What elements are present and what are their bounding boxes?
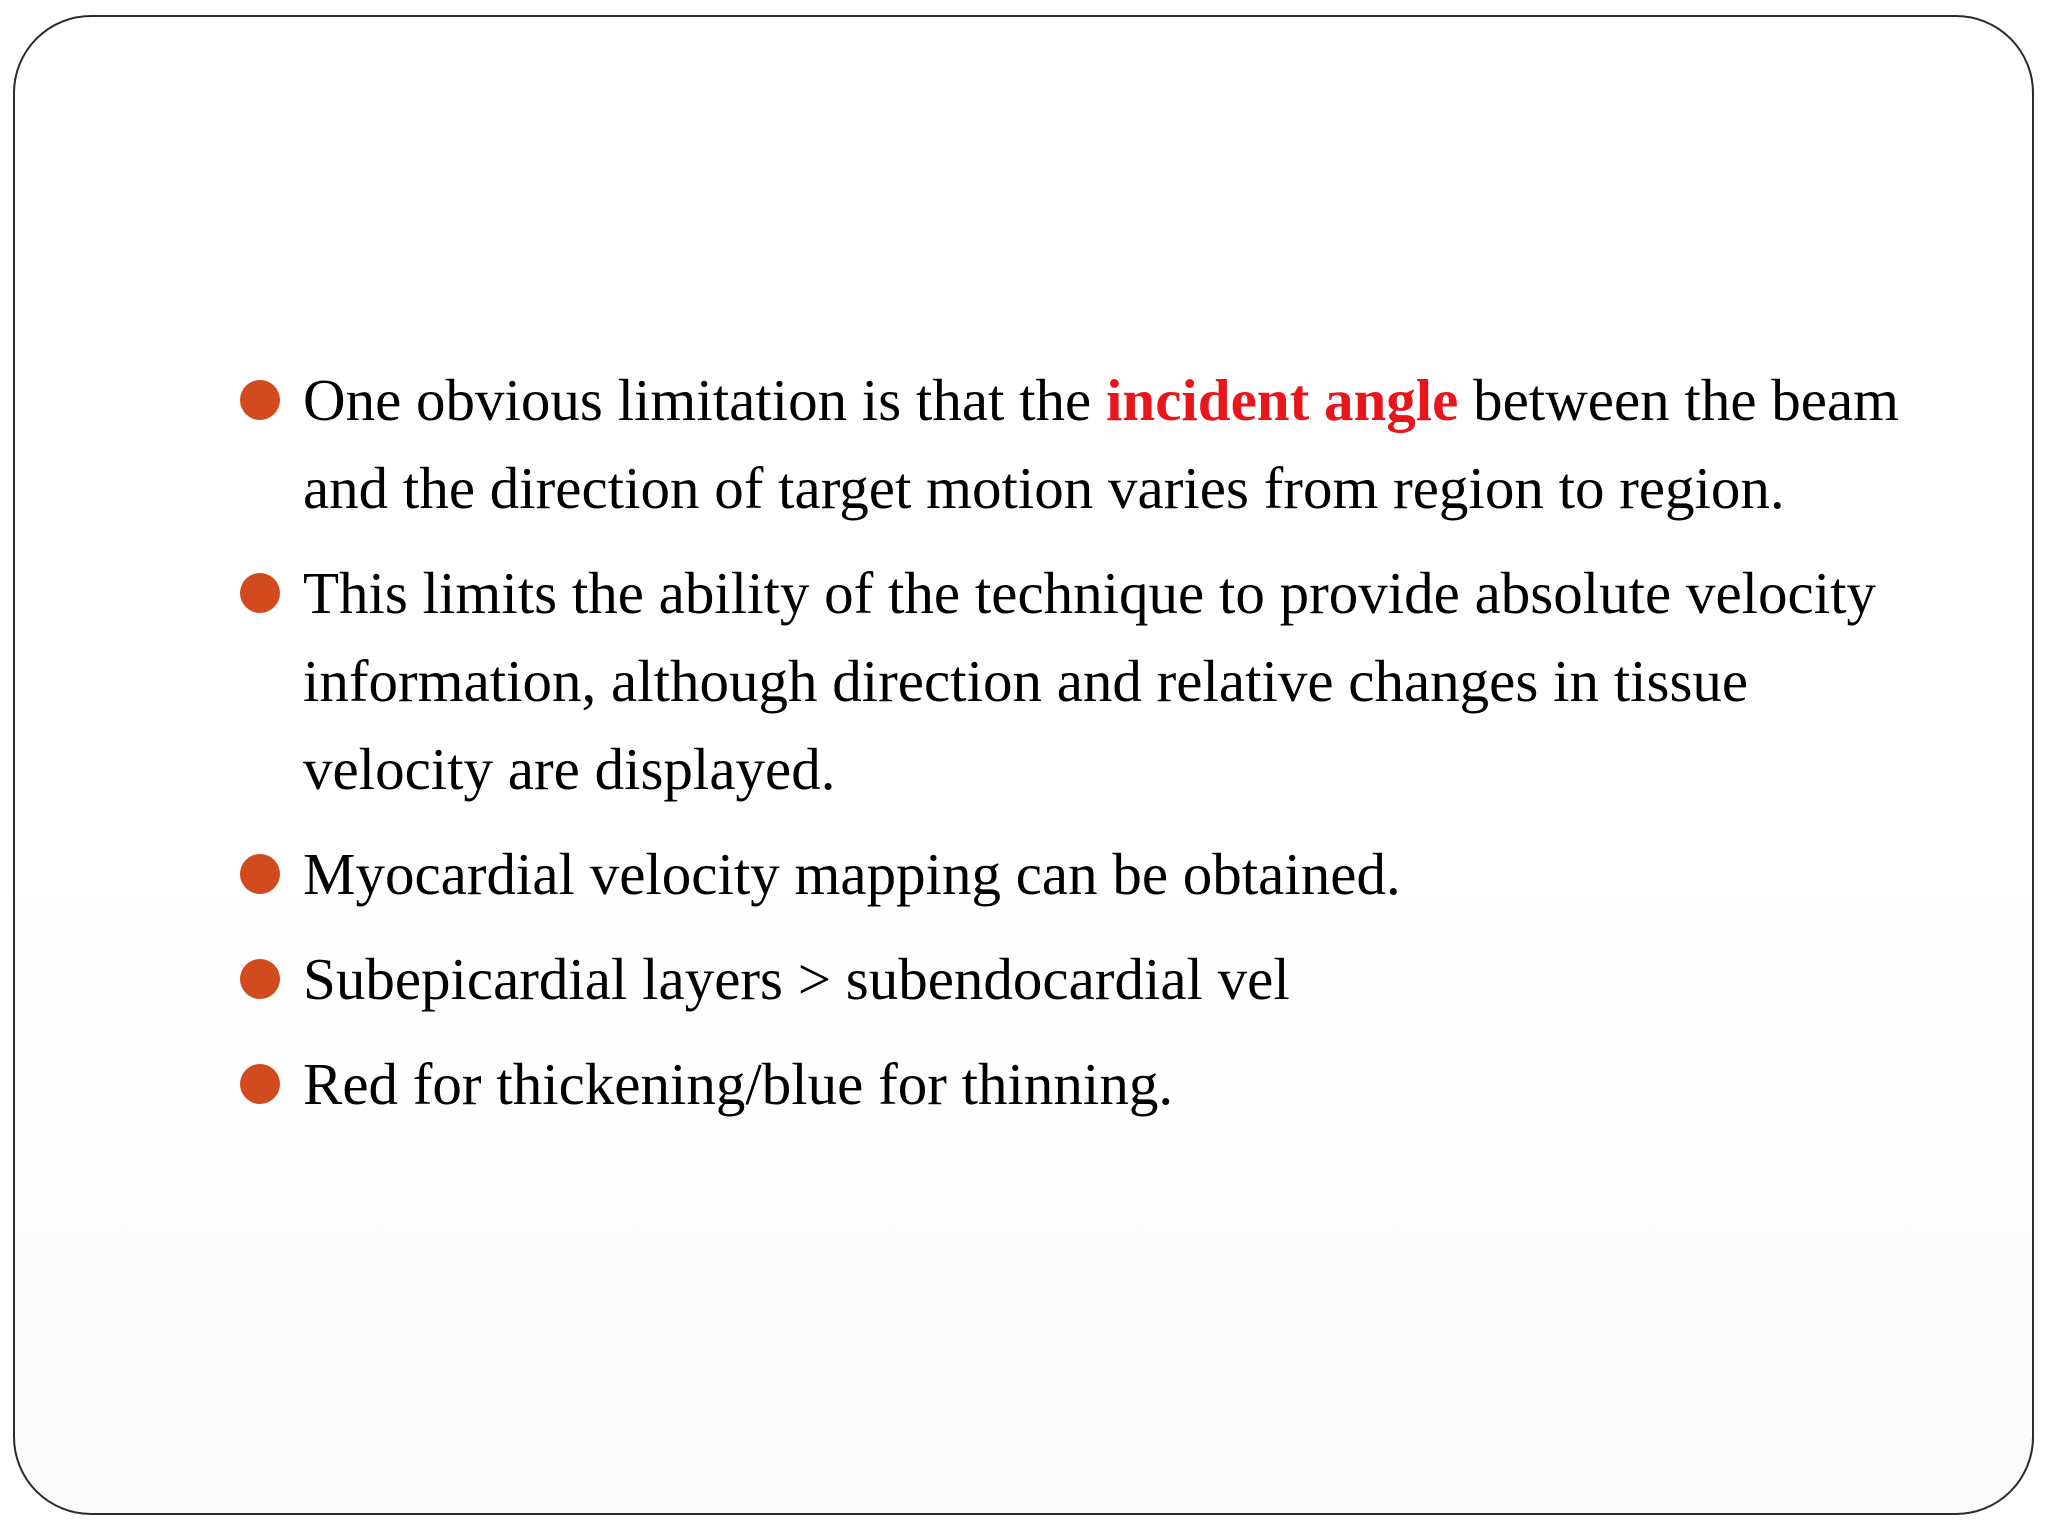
bullet-text: Myocardial velocity mapping can be obtained.: [303, 841, 1401, 907]
bullet-item-subepicardial: [240, 935, 1940, 1023]
bullet-dot-icon: [240, 573, 280, 613]
bullet-text: This limits the ability of the technique to provide absolute velocity information, although direction and relative changes in tissue velocity are displayed.: [303, 560, 1877, 802]
bullet-item-velocity-mapping: [240, 830, 1940, 918]
bullet-item-absolute-velocity: [240, 549, 1940, 813]
bullet-text: Subepicardial layers > subendocardial vel: [303, 946, 1290, 1012]
bullet-dot-icon: [240, 1064, 280, 1104]
bullet-item-incident-angle: [240, 356, 1940, 532]
bullet-item-color-coding: [240, 1040, 1940, 1128]
bullet-dot-icon: [240, 380, 280, 420]
bullet-dot-icon: [240, 959, 280, 999]
bullet-text-end: between the beam and the direction of target motion varies from region to region.: [303, 367, 1900, 521]
bullet-dot-icon: [240, 854, 280, 894]
bullet-list: [240, 356, 1940, 1128]
slide-frame: [13, 15, 2034, 1515]
bullet-text: Red for thickening/blue for thinning.: [303, 1051, 1174, 1117]
highlighted-term: incident angle: [1105, 367, 1459, 433]
bullet-text-start: One obvious limitation is that the: [303, 367, 1106, 433]
